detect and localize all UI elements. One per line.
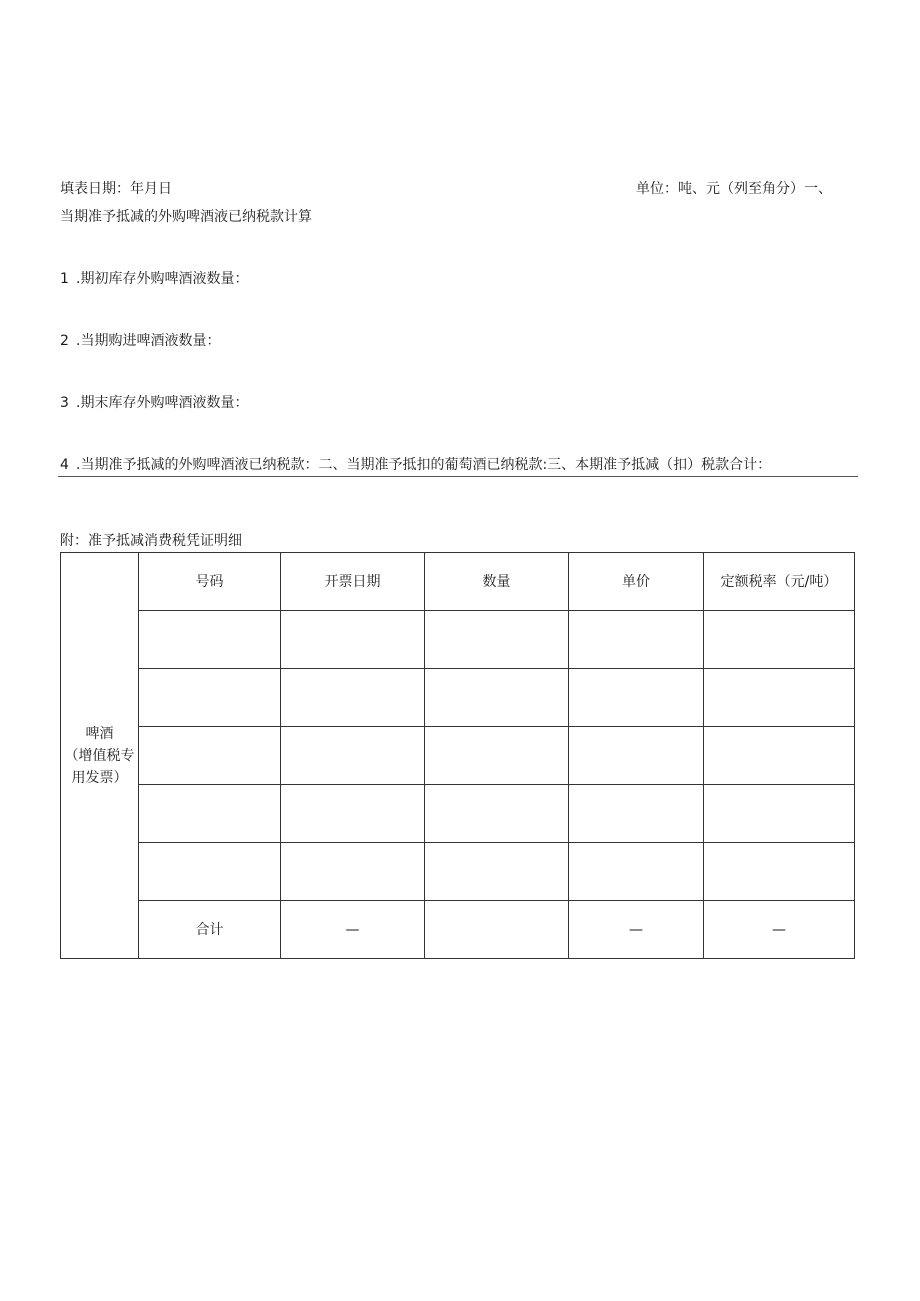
header-quantity: 数量 — [425, 553, 569, 611]
cell-invoice-date[interactable] — [281, 727, 425, 785]
side-label-line: 啤酒 — [85, 725, 114, 742]
item-number: 3 — [60, 395, 69, 411]
table-header-row — [61, 553, 855, 611]
total-label: 合计 — [139, 901, 281, 959]
cell-invoice-date[interactable] — [281, 785, 425, 843]
cell-invoice-date[interactable] — [281, 611, 425, 669]
cell-fixed-tax-rate[interactable] — [704, 785, 855, 843]
cell-unit-price[interactable] — [569, 727, 704, 785]
side-label-line: （增值税专 — [64, 747, 135, 764]
cell-quantity[interactable] — [425, 843, 569, 901]
cell-quantity[interactable] — [425, 669, 569, 727]
table-total-row — [61, 901, 855, 959]
item-number: 2 — [60, 333, 69, 349]
item-number: 4 — [60, 457, 69, 473]
cell-quantity[interactable] — [425, 785, 569, 843]
item-number: 1 — [60, 271, 69, 287]
cell-invoice-number[interactable] — [139, 611, 281, 669]
item-text: .当期购进啤酒液数量： — [76, 333, 221, 349]
table-row — [61, 843, 855, 901]
cell-fixed-tax-rate[interactable] — [704, 727, 855, 785]
cell-unit-price[interactable] — [569, 611, 704, 669]
cell-invoice-date[interactable] — [281, 843, 425, 901]
cell-quantity[interactable] — [425, 727, 569, 785]
header-unit-price: 单价 — [569, 553, 704, 611]
appendix-title: 附：准予抵减消费税凭证明细 — [60, 533, 242, 549]
side-label-line: 用发票） — [71, 769, 128, 786]
table-row — [61, 785, 855, 843]
table-row — [61, 669, 855, 727]
total-quantity[interactable] — [425, 901, 569, 959]
unit-label: 单位：吨、元（列至角分）一、 — [636, 181, 832, 197]
item-text: .当期准予抵减的外购啤酒液已纳税款：二、当期准予抵扣的葡萄酒已纳税款:三、本期准予抵减（扣）税款合计： — [76, 457, 772, 473]
cell-invoice-number[interactable] — [139, 669, 281, 727]
cell-invoice-number[interactable] — [139, 785, 281, 843]
table-row — [61, 611, 855, 669]
beer-vat-invoice-label — [61, 553, 139, 959]
cell-invoice-number[interactable] — [139, 843, 281, 901]
section-one-title: 当期准予抵减的外购啤酒液已纳税款计算 — [60, 209, 312, 225]
cell-fixed-tax-rate[interactable] — [704, 611, 855, 669]
table-row — [61, 727, 855, 785]
total-unit-price: — — [569, 901, 704, 959]
item-text: .期末库存外购啤酒液数量： — [76, 395, 249, 411]
cell-unit-price[interactable] — [569, 785, 704, 843]
cell-invoice-number[interactable] — [139, 727, 281, 785]
cell-fixed-tax-rate[interactable] — [704, 843, 855, 901]
cell-fixed-tax-rate[interactable] — [704, 669, 855, 727]
cell-unit-price[interactable] — [569, 843, 704, 901]
section-divider — [58, 476, 858, 477]
cell-invoice-date[interactable] — [281, 669, 425, 727]
fill-date-label: 填表日期：年月日 — [60, 181, 172, 197]
cell-quantity[interactable] — [425, 611, 569, 669]
header-invoice-number: 号码 — [139, 553, 281, 611]
item-text: .期初库存外购啤酒液数量： — [76, 271, 249, 287]
header-invoice-date: 开票日期 — [281, 553, 425, 611]
voucher-detail-table — [60, 552, 855, 959]
total-fixed-tax-rate: — — [704, 901, 855, 959]
total-invoice-date: — — [281, 901, 425, 959]
header-fixed-tax-rate: 定额税率（元/吨） — [704, 553, 855, 611]
cell-unit-price[interactable] — [569, 669, 704, 727]
